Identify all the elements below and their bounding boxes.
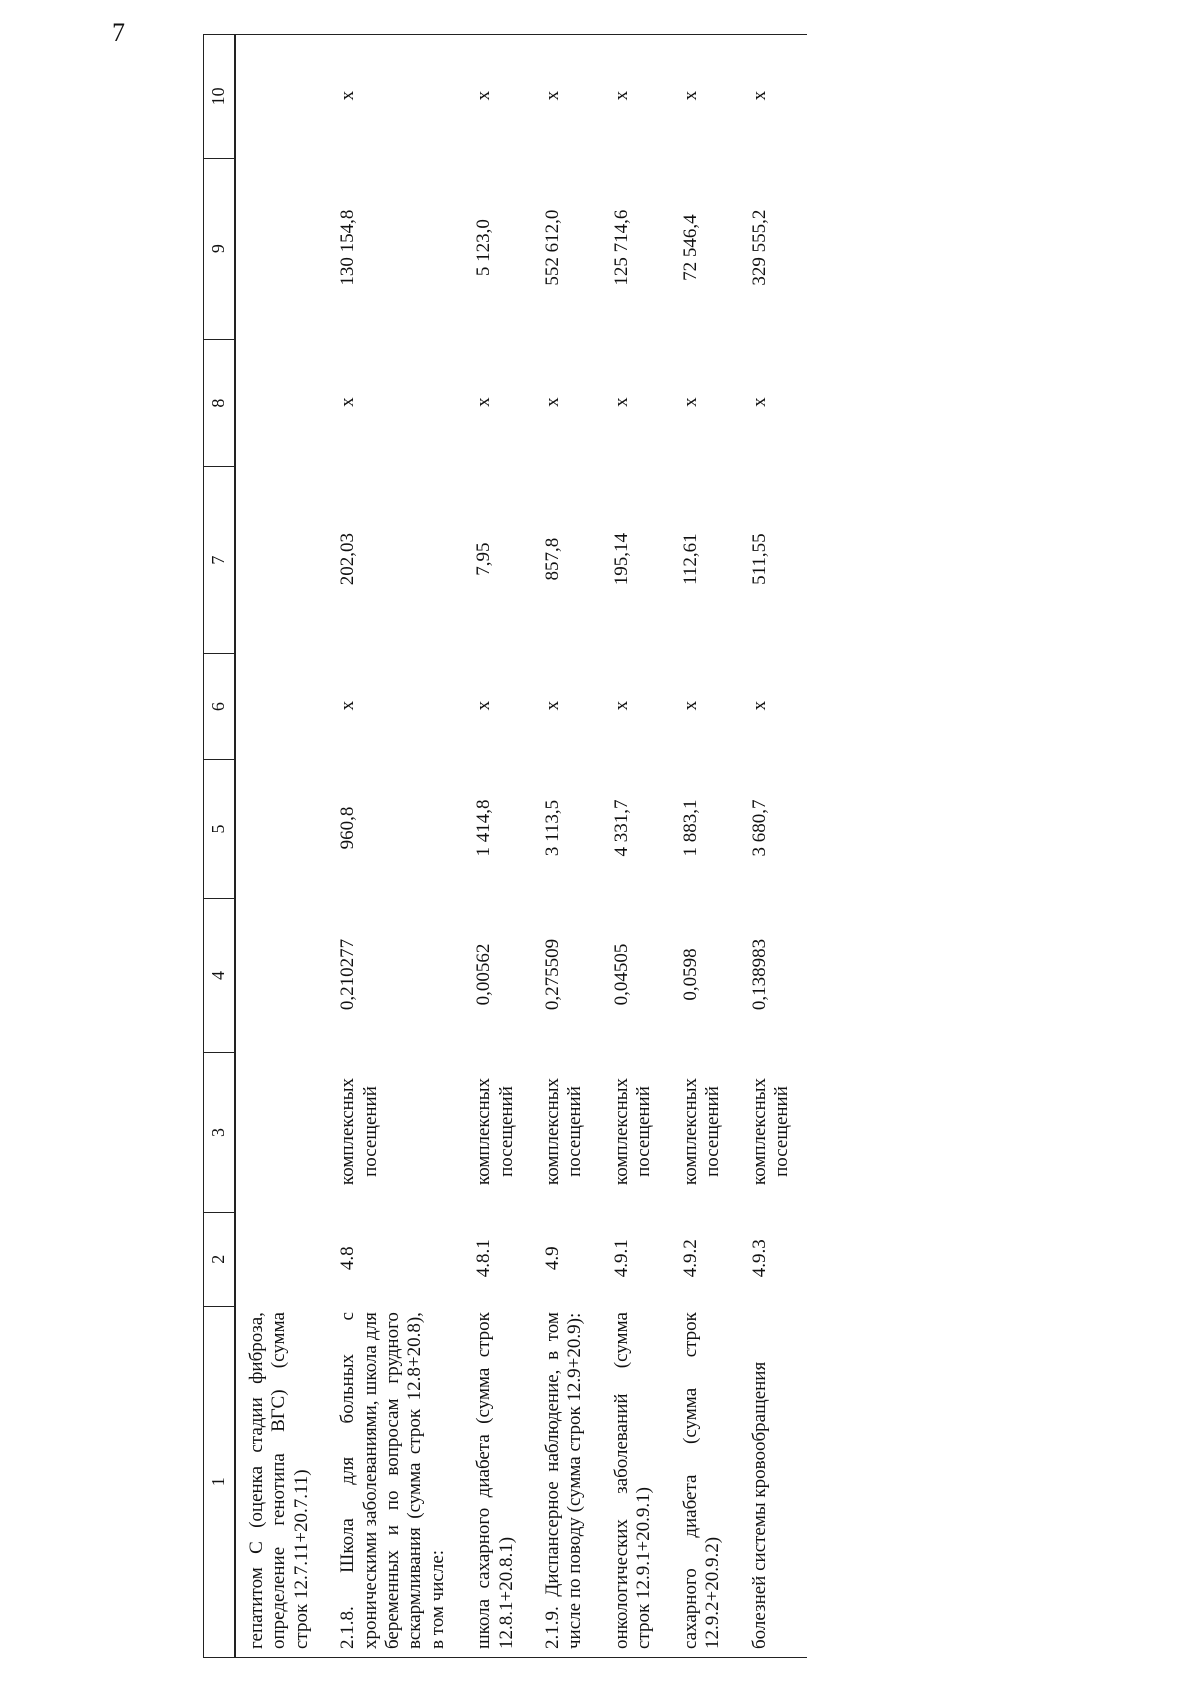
cell-col10: x — [463, 35, 532, 159]
row-name: 2.1.9. Диспансерное наблюдение, в том числе по поводу (сумма строк 12.9+20.9): — [532, 1306, 601, 1657]
row-unit: комплексных посещений — [748, 1077, 792, 1186]
cell-col5 — [235, 760, 327, 898]
cell-col9: 329 555,2 — [748, 209, 770, 286]
column-header: 7 — [204, 467, 236, 653]
cell-col10: x — [532, 35, 601, 159]
table-row — [327, 35, 463, 1658]
row-name: сахарного диабета (сумма строк 12.9.2+20.9.2) — [670, 1306, 739, 1657]
cell-col6: x — [748, 700, 770, 711]
row-name: болезней системы кровообращения — [739, 1306, 808, 1657]
cell-col5: 4 331,7 — [610, 799, 632, 857]
column-header: 2 — [204, 1212, 236, 1306]
cell-col8 — [235, 339, 327, 467]
row-code: 4.8 — [337, 1246, 359, 1271]
cell-col7: 112,61 — [679, 533, 701, 585]
column-header: 9 — [204, 158, 236, 339]
cell-col6: x — [542, 700, 564, 711]
row-unit: комплексных посещений — [679, 1077, 724, 1186]
row-name: школа сахарного диабета (сумма строк 12.8.1+20.8.1) — [463, 1306, 532, 1657]
row-unit — [235, 1053, 327, 1213]
column-header: 6 — [204, 653, 236, 759]
table-row — [739, 35, 808, 1658]
row-unit: комплексных посещений — [473, 1077, 517, 1186]
row-unit: комплексных посещений — [337, 1077, 381, 1186]
cell-col10 — [235, 35, 327, 159]
cell-col7: 7,95 — [473, 542, 495, 576]
cell-col4: 0,275509 — [542, 938, 564, 1011]
cell-col9: 72 546,4 — [679, 214, 701, 281]
cell-col7: 202,03 — [337, 533, 359, 586]
cell-col8: x — [610, 397, 632, 407]
cell-col4: 0,0598 — [679, 948, 701, 1001]
row-unit: комплексных посещений — [542, 1077, 586, 1186]
row-name: 2.1.8. Школа для больных с хроническими заболеваниями, школа для беременных и по вопросам грудного вскармливания (сумма строк 12.8+20.8), в том числе: — [327, 1306, 463, 1657]
cell-col4: 0,04505 — [610, 943, 632, 1006]
cell-col9: 125 714,6 — [610, 209, 632, 286]
cell-col7: 511,55 — [748, 533, 770, 585]
cell-col6: x — [610, 700, 632, 711]
row-unit: комплексных посещений — [610, 1077, 655, 1186]
table-row — [670, 35, 739, 1658]
table-row — [532, 35, 601, 1658]
column-header: 3 — [204, 1053, 236, 1213]
row-code: 4.9 — [542, 1246, 564, 1271]
column-header: 8 — [204, 339, 236, 467]
cell-col4 — [235, 898, 327, 1052]
table-row — [235, 35, 327, 1658]
cell-col5: 1 414,8 — [473, 799, 495, 857]
cell-col5: 3 113,5 — [542, 799, 564, 857]
cell-col9: 552 612,0 — [542, 209, 564, 286]
cell-col5: 3 680,7 — [748, 799, 770, 857]
cell-col8: x — [337, 397, 359, 407]
cell-col10: x — [739, 35, 808, 159]
table-row — [601, 35, 670, 1658]
cell-col6: x — [473, 700, 495, 711]
page-number: 7 — [112, 18, 125, 47]
row-name: гепатитом С (оценка стадии фиброза, определение генотипа ВГС) (сумма строк 12.7.11+20.7.11) — [235, 1306, 327, 1657]
row-code: 4.9.3 — [748, 1239, 770, 1278]
cell-col7 — [235, 467, 327, 653]
cell-col8: x — [473, 397, 495, 407]
header-row — [204, 35, 236, 1658]
column-header: 1 — [204, 1306, 236, 1657]
cell-col5: 960,8 — [337, 806, 359, 850]
column-header: 4 — [204, 898, 236, 1052]
rotated-table-container — [203, 34, 1115, 1658]
cell-col7: 195,14 — [610, 533, 632, 586]
data-table — [203, 34, 807, 1658]
cell-col4: 0,210277 — [337, 938, 359, 1011]
cell-col9: 5 123,0 — [473, 219, 495, 277]
cell-col6: x — [679, 700, 701, 711]
row-code: 4.9.1 — [610, 1239, 632, 1278]
cell-col4: 0,00562 — [473, 943, 495, 1006]
cell-col6 — [235, 653, 327, 759]
row-code: 4.8.1 — [473, 1239, 495, 1278]
row-code — [235, 1212, 327, 1306]
cell-col9: 130 154,8 — [337, 209, 359, 286]
table-row — [463, 35, 532, 1658]
row-code: 4.9.2 — [679, 1239, 701, 1278]
cell-col8: x — [748, 397, 770, 407]
cell-col5: 1 883,1 — [679, 799, 701, 857]
cell-col10: x — [670, 35, 739, 159]
cell-col10: x — [327, 35, 463, 159]
cell-col8: x — [679, 397, 701, 407]
cell-col6: x — [337, 700, 359, 711]
column-header: 5 — [204, 760, 236, 898]
column-header: 10 — [204, 35, 236, 159]
cell-col9 — [235, 158, 327, 339]
row-name: онкологических заболеваний (сумма строк 12.9.1+20.9.1) — [601, 1306, 670, 1657]
cell-col7: 857,8 — [542, 537, 564, 581]
cell-col4: 0,138983 — [748, 938, 770, 1011]
cell-col8: x — [542, 397, 564, 407]
cell-col10: x — [601, 35, 670, 159]
